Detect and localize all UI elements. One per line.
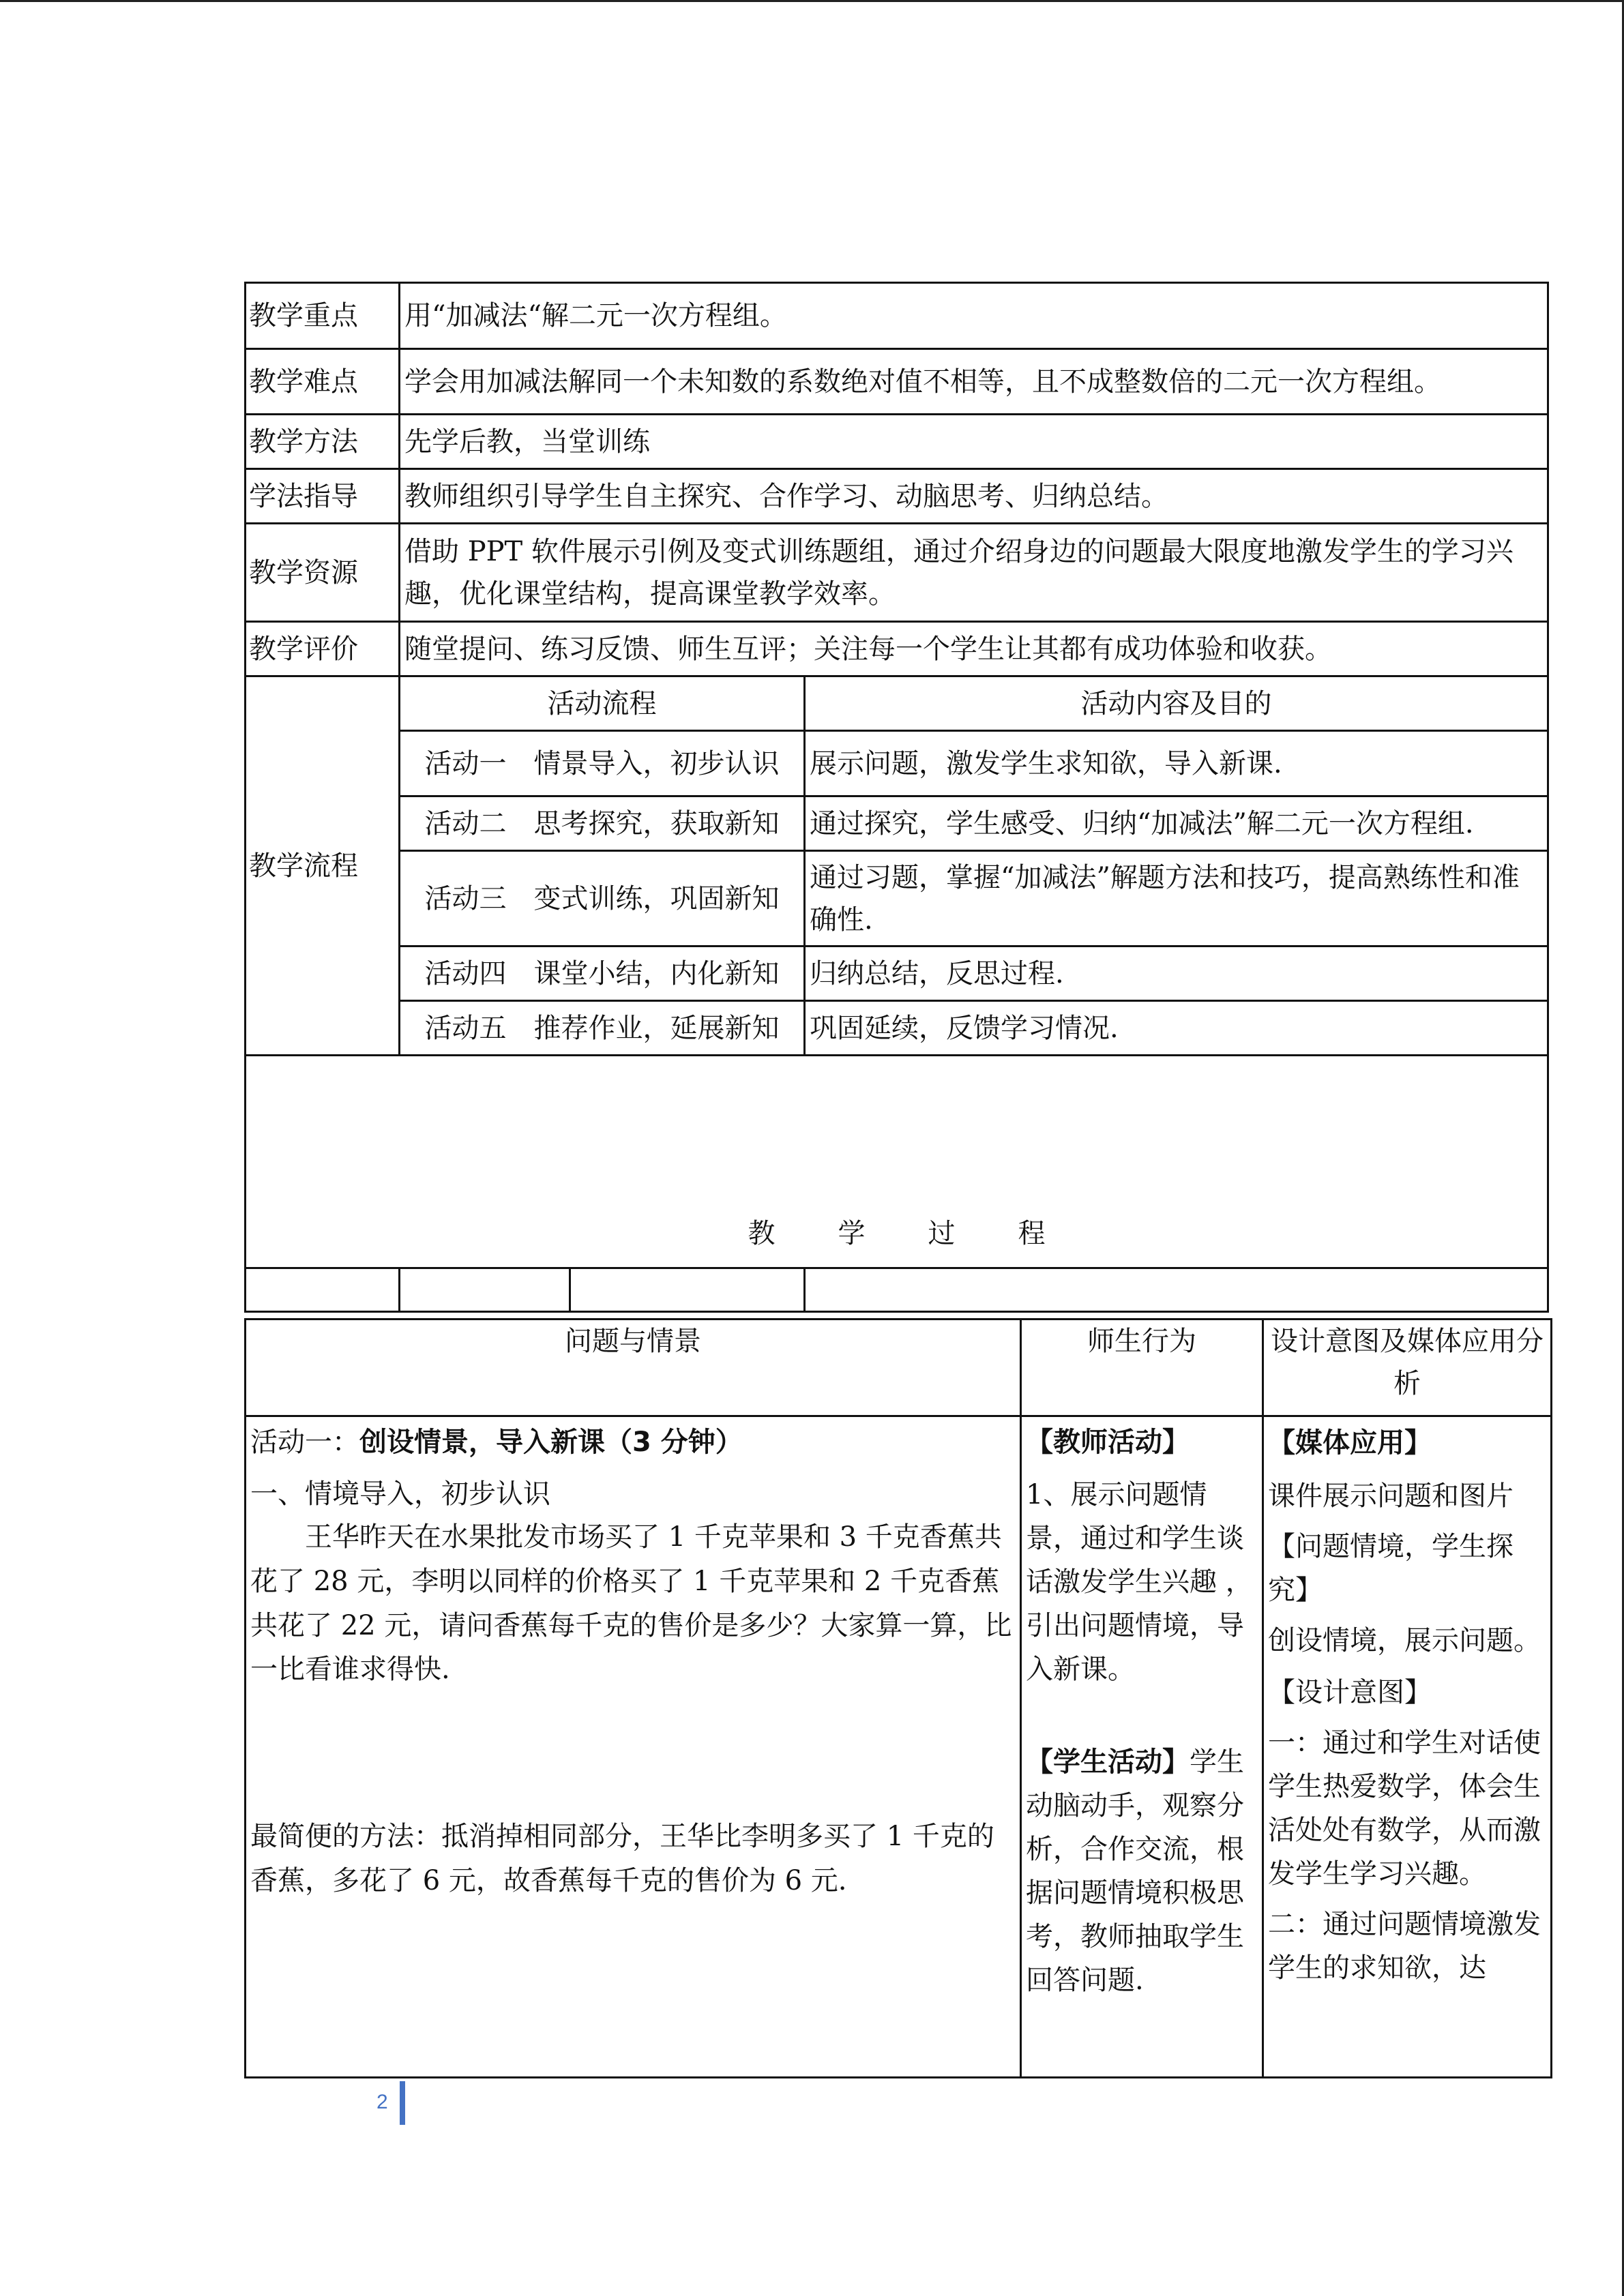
flow-header-steps: 活动流程: [400, 676, 805, 731]
flow-step: 活动三 变式训练，巩固新知: [400, 851, 805, 946]
design-text-1: 一：通过和学生对话使学生热爱数学，体会生活处处有数学，从而激发学生学习兴趣。: [1268, 1727, 1541, 1890]
process-title-char: 教: [748, 1218, 776, 1249]
student-activity-text: 学生动脑动手，观察分析，合作交流，根据问题情境积极思考，教师抽取学生回答问题.: [1026, 1746, 1244, 1996]
lesson-info-table: [244, 282, 1549, 1313]
info-row: [246, 469, 1548, 524]
flow-row: [246, 851, 1548, 946]
empty-cell: [805, 1268, 1548, 1312]
flow-content: 归纳总结，反思过程.: [805, 946, 1548, 1001]
process-title: [246, 1056, 1548, 1268]
scene-label: 【问题情境，学生探究】: [1268, 1531, 1514, 1606]
info-row: [246, 349, 1548, 415]
activity1-scene-cell: [246, 1416, 1021, 2078]
teacher-activity-label: 【教师活动】: [1026, 1427, 1190, 1458]
spacer: [1026, 1691, 1258, 1740]
flow-content: 展示问题，激发学生求知欲，导入新课.: [805, 731, 1548, 796]
info-row: [246, 524, 1548, 622]
design-text-2: 二：通过问题情境激发学生的求知欲，达: [1268, 1909, 1541, 1984]
flow-step: 活动五 推荐作业，延展新知: [400, 1001, 805, 1056]
info-text: 先学后教，当堂训练: [400, 415, 1548, 469]
flow-row: [246, 731, 1548, 796]
info-text: 随堂提问、练习反馈、师生互评；关注每一个学生让其都有成功体验和收获。: [400, 622, 1548, 676]
info-row: [246, 622, 1548, 676]
page-number-bar: [400, 2081, 405, 2125]
info-label: 教学重点: [246, 283, 400, 349]
flow-content: 通过探究，学生感受、归纳“加减法”解二元一次方程组.: [805, 796, 1548, 851]
teacher-activity-text: 1、展示问题情景，通过和学生谈话激发学生兴趣 ，引出问题情境，导入新课。: [1026, 1479, 1253, 1685]
info-label: 教学评价: [246, 622, 400, 676]
flow-step: 活动一 情景导入，初步认识: [400, 731, 805, 796]
info-text: 教师组织引导学生自主探究、合作学习、动脑思考、归纳总结。: [400, 469, 1548, 524]
student-activity-label: 【学生活动】: [1026, 1746, 1190, 1778]
design-label: 【设计意图】: [1268, 1677, 1432, 1708]
activity1-title: [250, 1421, 1016, 1463]
activity1-subheading: 一、情境导入，初步认识: [250, 1478, 550, 1510]
empty-cell: [400, 1268, 570, 1312]
process-title-char: 程: [1018, 1218, 1046, 1249]
activity1-row: [246, 1416, 1552, 2078]
flow-content: 巩固延续，反馈学习情况.: [805, 1001, 1548, 1056]
info-text: 学会用加减法解同一个未知数的系数绝对值不相等，且不成整数倍的二元一次方程组。: [400, 349, 1548, 415]
info-label: 学法指导: [246, 469, 400, 524]
info-row: [246, 415, 1548, 469]
info-label: 教学方法: [246, 415, 400, 469]
activity1-design-cell: [1263, 1416, 1552, 2078]
header-behavior: 师生行为: [1021, 1320, 1263, 1416]
info-label: 教学难点: [246, 349, 400, 415]
activity1-problem: 王华昨天在水果批发市场买了 1 千克苹果和 3 千克香蕉共花了 28 元，李明以同样的价格买了 1 千克苹果和 2 千克香蕉共花了 22 元，请问香蕉每千克的售价是多少？大家算一算，比一比看谁求得快.: [250, 1521, 1012, 1686]
flow-row: [246, 796, 1548, 851]
flow-content: 通过习题，掌握“加减法”解题方法和技巧，提高熟练性和准确性.: [805, 851, 1548, 946]
info-text: 用“加减法“解二元一次方程组。: [400, 283, 1548, 349]
process-header-row: [246, 1320, 1552, 1416]
flow-row: [246, 946, 1548, 1001]
flow-label: 教学流程: [246, 676, 400, 1056]
media-label: 【媒体应用】: [1268, 1427, 1432, 1459]
flow-step: 活动二 思考探究，获取新知: [400, 796, 805, 851]
empty-cell: [246, 1268, 400, 1312]
activity1-solution: 最简便的方法：抵消掉相同部分，王华比李明多买了 1 千克的香蕉，多花了 6 元，故香蕉每千克的售价为 6 元.: [250, 1821, 994, 1896]
process-title-char: 过: [928, 1218, 956, 1249]
activity1-title-bold: 创设情景，导入新课（3 分钟）: [359, 1427, 743, 1458]
flow-header-content: 活动内容及目的: [805, 676, 1548, 731]
spacer: [250, 1692, 1016, 1815]
scene-text: 创设情境，展示问题。: [1268, 1625, 1541, 1656]
page-top-border: [0, 0, 1624, 2]
header-design: 设计意图及媒体应用分析: [1263, 1320, 1552, 1416]
flow-row: [246, 1001, 1548, 1056]
flow-header-row: [246, 676, 1548, 731]
header-scene: 问题与情景: [246, 1320, 1021, 1416]
media-text: 课件展示问题和图片: [1268, 1480, 1514, 1512]
empty-cell: [570, 1268, 805, 1312]
process-title-row: [246, 1056, 1548, 1268]
info-label: 教学资源: [246, 524, 400, 622]
info-row: [246, 283, 1548, 349]
student-activity: [1026, 1740, 1258, 2002]
info-text: 借助 PPT 软件展示引例及变式训练题组，通过介绍身边的问题最大限度地激发学生的学习兴趣，优化课堂结构，提高课堂教学效率。: [400, 524, 1548, 622]
flow-step: 活动四 课堂小结，内化新知: [400, 946, 805, 1001]
process-title-char: 学: [838, 1218, 866, 1249]
page-number: 2: [377, 2091, 388, 2113]
activity1-behavior-cell: [1021, 1416, 1263, 2078]
process-table: [244, 1318, 1552, 2078]
activity1-title-prefix: 活动一：: [250, 1427, 359, 1458]
empty-row: [246, 1268, 1548, 1312]
